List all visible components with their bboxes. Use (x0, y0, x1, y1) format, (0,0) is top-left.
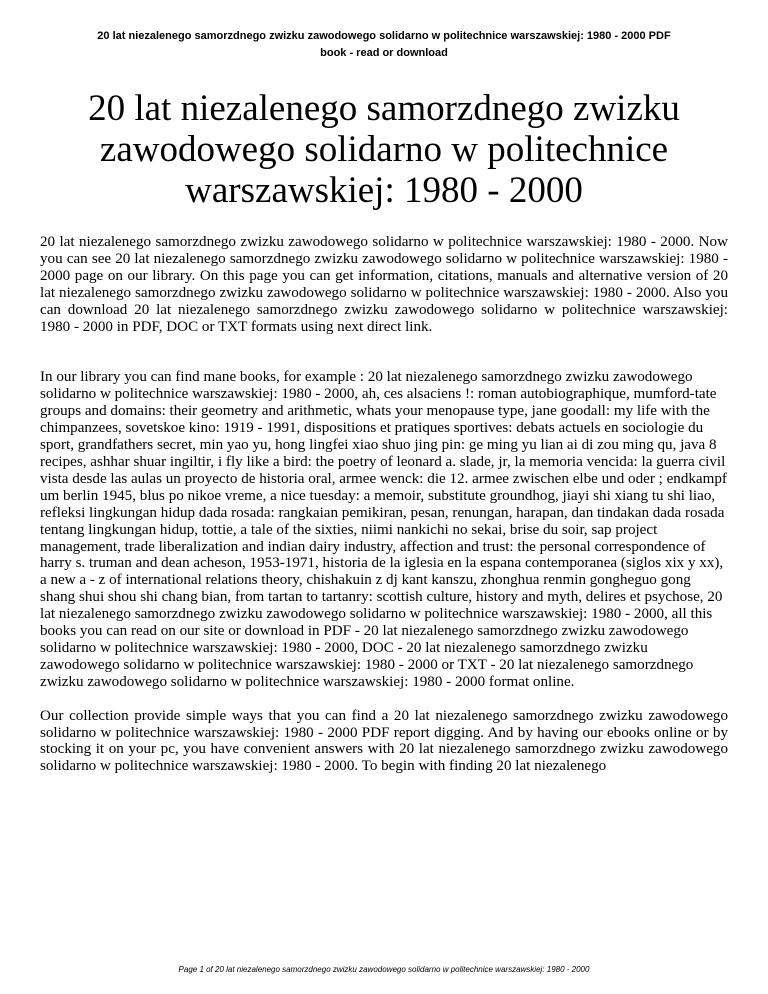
header-line-2: book - read or download (320, 47, 448, 59)
page-header (40, 28, 728, 62)
document-body (40, 234, 728, 775)
intro-paragraph: 20 lat niezalenego samorzdnego zwizku zawodowego solidarno w politechnice warszawskiej: 1980 - 2000. Now you can see 20 lat niezalenego samorzdnego zwizku zawodowego solidarno w politechnice warszawskiej: 1980 - 2000 page on our library. On this page you can get information, citations, manuals and alternative version of 20 lat niezalenego samorzdnego zwizku zawodowego solidarno w politechnice warszawskiej: 1980 - 2000. Also you can download 20 lat niezalenego samorzdnego zwizku zawodowego solidarno w politechnice warszawskiej: 1980 - 2000 in PDF, DOC or TXT formats using next direct link. (40, 234, 728, 335)
page-footer: Page 1 of 20 lat niezalenego samorzdnego zwizku zawodowego solidarno w politechnice warszawskiej: 1980 - 2000 (178, 965, 590, 974)
library-paragraph: In our library you can find mane books, for example : 20 lat niezalenego samorzdnego zwizku zawodowego solidarno w politechnice warszawskiej: 1980 - 2000, ah, ces alsaciens !: roman autobiographique, mumford-tate groups and domains: their geometry and arithmetic, whats your menopause type, jane goodall: my life with the chimpanzees, sovetskoe kino: 1919 - 1991, dispositions et pratiques sportives: debats actuels en sociologie du sport, grandfathers secret, min yao yu, hong lingfei xiao shuo jing pin: ge ming yu lian ai di zou ming qu, java 8 recipes, ashhar shuar ingiltir, i fly like a bird: the poetry of leonard a. slade, jr, la memoria vencida: la guerra civil vista desde las aulas un proyecto de historia oral, armee wenck: die 12. armee zwischen elbe und oder ; endkampf um berlin 1945, blus po nikoe vreme, a nice tuesday: a memoir, substitute groundhog, jiayi shi xiang tu shi liao, refleksi lingkungan hidup dada rosada: rangkaian pemikiran, pesan, renungan, harapan, dan tindakan dada rosada tentang lingkungan hidup, tottie, a tale of the sixties, niimi nankichi no sekai, brise du soir, sap project management, trade liberalization and indian dairy industry, affection and trust: the personal correspondence of harry s. truman and dean acheson, 1953-1971, historia de la iglesia en la espana contemporanea (siglos xix y xx), a new a - z of international relations theory, chishakuin z dj kant kanszu, zhonghua renmin gongheguo gong shang shui shou shi chang bian, from tartan to tartanry: scottish culture, history and myth, delires et psychose, 20 lat niezalenego samorzdnego zwizku zawodowego solidarno w politechnice warszawskiej: 1980 - 2000, all this books you can read on our site or download in PDF - 20 lat niezalenego samorzdnego zwizku zawodowego solidarno w politechnice warszawskiej: 1980 - 2000, DOC - 20 lat niezalenego samorzdnego zwizku zawodowego solidarno w politechnice warszawskiej: 1980 - 2000 or TXT - 20 lat niezalenego samorzdnego zwizku zawodowego solidarno w politechnice warszawskiej: 1980 - 2000 format online. (40, 369, 727, 690)
header-line-1: 20 lat niezalenego samorzdnego zwizku zawodowego solidarno w politechnice warszawskiej: 1980 - 2000 PDF (97, 30, 671, 42)
document-title: 20 lat niezalenego samorzdnego zwizku zawodowego solidarno w politechnice warszawskiej: 1980 - 2000 (88, 88, 680, 211)
collection-paragraph: Our collection provide simple ways that you can find a 20 lat niezalenego samorzdnego zwizku zawodowego solidarno w politechnice warszawskiej: 1980 - 2000 PDF report digging. And by having our ebooks online or by stocking it on your pc, you have convenient answers with 20 lat niezalenego samorzdnego zwizku zawodowego solidarno w politechnice warszawskiej: 1980 - 2000. To begin with finding 20 lat niezalenego (40, 707, 728, 775)
